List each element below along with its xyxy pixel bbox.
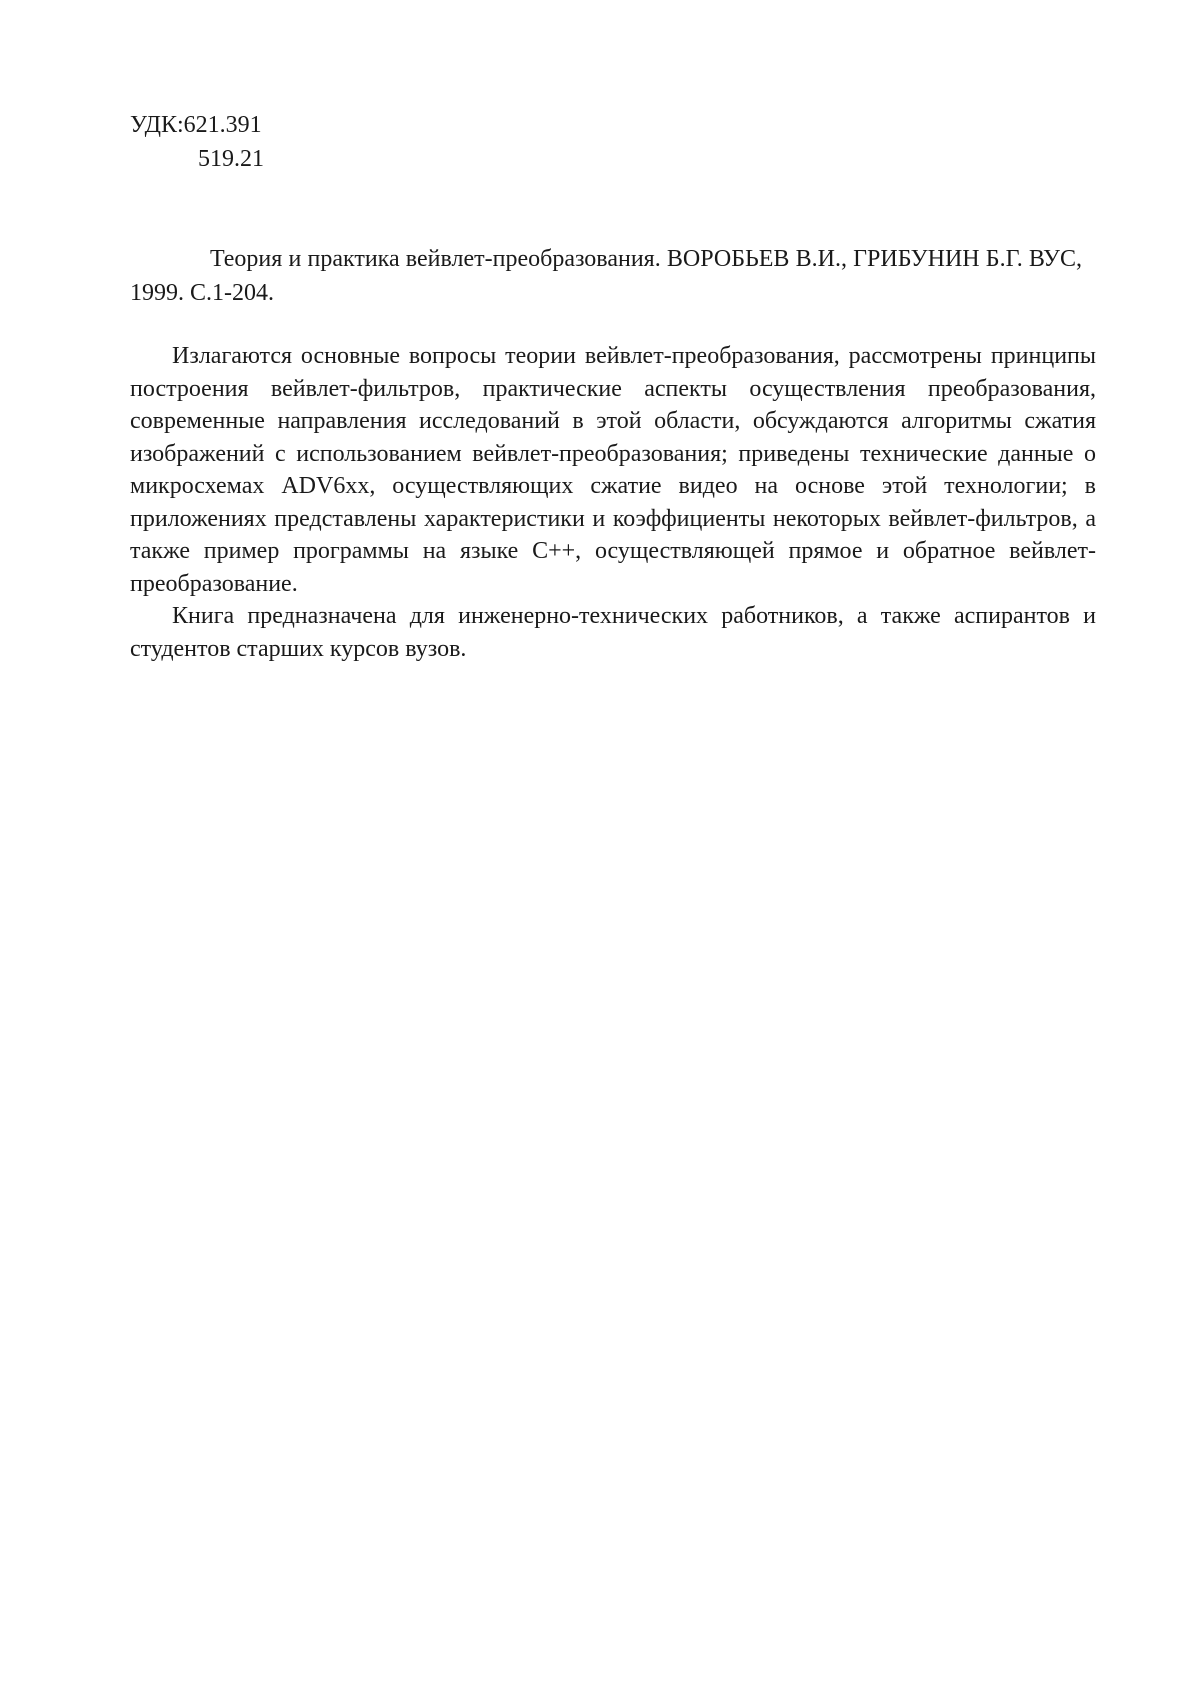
udc-code-primary: УДК:621.391 xyxy=(130,112,262,138)
udc-classification xyxy=(130,108,264,176)
bibliographic-citation: Теория и практика вейвлет-преобразования. ВОРОБЬЕВ В.И., ГРИБУНИН Б.Г. ВУС, 1999. С.1-204. xyxy=(130,246,1082,306)
abstract-paragraph: Излагаются основные вопросы теории вейвлет-преобразования, рассмотрены принципы построения вейвлет-фильтров, практические аспекты осуществления преобразования, современные направления исследований в этой области, обсуждаются алгоритмы сжатия изображений с использованием вейвлет-преобразования; приведены технические данные о микросхемах ADV6xx, осуществляющих сжатие видео на основе этой технологии; в приложениях представлены характеристики и коэффициенты некоторых вейвлет-фильтров, а также пример программы на языке C++, осуществляющей прямое и обратное вейвлет-преобразование. xyxy=(130,343,1096,597)
audience-paragraph: Книга предназначена для инженерно-технических работников, а также аспирантов и студентов старших курсов вузов. xyxy=(130,603,1096,662)
udc-code-secondary: 519.21 xyxy=(198,146,264,172)
abstract xyxy=(130,340,1096,665)
